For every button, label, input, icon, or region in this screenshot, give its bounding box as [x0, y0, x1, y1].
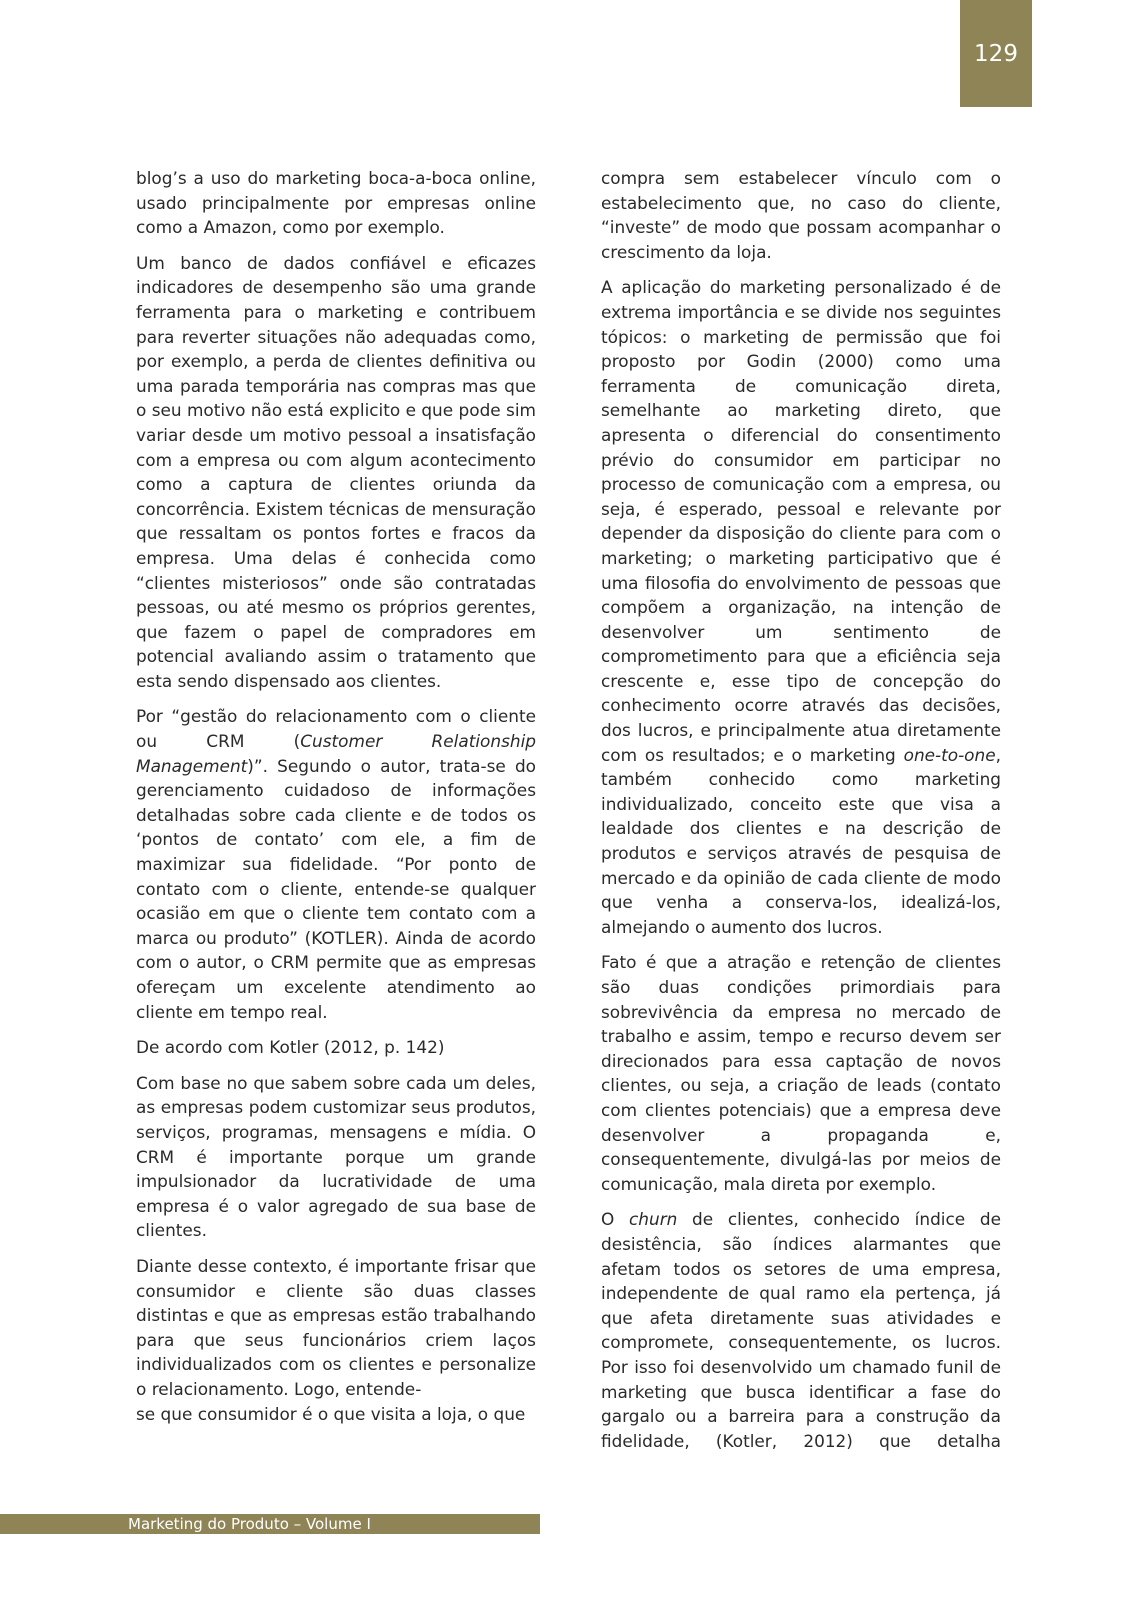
paragraph: Um banco de dados confiável e eficazes indicadores de desempenho são uma grande ferramenta para o marketing e contribuem para reverter situações não adequadas como, por exemplo, a perda de clientes definitiva ou uma parada temporária nas compras mas que o seu motivo não está explicito e que pode sim variar desde um motivo pessoal a insatisfação com a empresa ou com algum acontecimento como a captura de clientes oriunda da concorrência. Existem técnicas de mensuração que ressaltam os pontos fortes e fracos da empresa. Uma delas é conhecida como “clientes misteriosos” onde são contratadas pessoas, ou até mesmo os próprios gerentes, que fazem o papel de compradores em potencial avaliando assim o tratamento que esta sendo dispensado aos clientes.: [136, 252, 536, 691]
text-run: Diante desse contexto, é importante frisar que consumidor e cliente são duas classes distintas e que as empresas estão trabalhando para que seus funcionários criem laços individualizados com os clientes e personalize o relacionamento. Logo, entende-: [136, 1255, 536, 1399]
paragraph: blog’s a uso do marketing boca-a-boca online, usado principalmente por empresas online como a Amazon, como por exemplo.: [136, 168, 536, 238]
left-column: [136, 166, 536, 1437]
text-run: , também conhecido como marketing individualizado, conceito este que visa a lealdade dos clientes e na descrição de produtos e serviços através de pesquisa de mercado e da opinião de cada cliente de modo que venha a conserva-los, idealizá-los, almejando o aumento dos lucros.: [601, 744, 1001, 937]
text-run: A aplicação do marketing personalizado é de extrema importância e se divide nos seguintes tópicos: o marketing de permissão que foi proposto por Godin (2000) como uma ferramenta de comunicação direta, semelhante ao marketing direto, que apresenta o diferencial do consentimento prévio do consumidor em participar no processo de comunicação com a empresa, ou seja, é esperado, pessoal e relevante por depender da disposição do cliente para com o marketing; o marketing participativo que é uma filosofia do envolvimento de pessoas que compõem a organização, na intenção de desenvolver um sentimento de comprometimento para que a eficiência seja crescente e, esse tipo de concepção do conhecimento ocorre através das decisões, dos lucros, e principalmente atua diretamente com os resultados; e o marketing: [601, 277, 1001, 765]
paragraph: De acordo com Kotler (2012, p. 142): [136, 1037, 445, 1058]
paragraph: [136, 1254, 536, 1426]
italic-term: Customer Relationship Management: [136, 731, 536, 776]
paragraph: [601, 275, 1001, 939]
footer-title: Marketing do Produto – Volume I: [128, 1515, 371, 1533]
italic-term: one-to-one: [903, 744, 996, 765]
text-run: Por “gestão do relacionamento com o cliente ou CRM (: [136, 706, 536, 752]
page-number: 129: [974, 40, 1018, 67]
paragraph: [136, 704, 536, 1024]
paragraph: Fato é que a atração e retenção de clientes são duas condições primordiais para sobrevivência da empresa no mercado de trabalho e assim, tempo e recurso devem ser direcionados para essa captação de novos clientes, ou seja, a criação de leads (contato com clientes potenciais) que a empresa deve desenvolver a propaganda e, consequentemente, divulgá-las por meios de comunicação, mala direta por exemplo.: [601, 952, 1001, 1194]
paragraph: compra sem estabelecer vínculo com o estabelecimento que, no caso do cliente, “investe” de modo que possam acompanhar o crescimento da loja.: [601, 168, 1001, 262]
text-run: )”. Segundo o autor, trata-se do gerenciamento cuidadoso de informações detalhadas sobre cada cliente e de todos os ‘pontos de contato’ com ele, a fim de maximizar sua fidelidade. “Por ponto de contato com o cliente, entende-se qualquer ocasião em que o cliente tem contato com a marca ou produto” (KOTLER). Ainda de acordo com o autor, o CRM permite que as empresas ofereçam um excelente atendimento ao cliente em tempo real.: [136, 755, 536, 1022]
text-run: de clientes, conhecido índice de desistência, são índices alarmantes que afetam todos os setores de uma empresa, independente de qual ramo ela pertença, já que afeta diretamente suas atividades e compromete, consequentemente, os lucros. Por isso foi desenvolvido um chamado funil de marketing que busca identificar a fase do gargalo ou a barreira para a construção da fidelidade, (Kotler, 2012) que detalha: [601, 1209, 1001, 1451]
text-run: se que consumidor é o que visita a loja, o que: [136, 1403, 526, 1424]
paragraph: Com base no que sabem sobre cada um deles, as empresas podem customizar seus produtos, serviços, programas, mensagens e mídia. O CRM é importante porque um grande impulsionador da lucratividade de uma empresa é o valor agregado de sua base de clientes.: [136, 1072, 536, 1241]
italic-term: churn: [629, 1209, 678, 1230]
right-column: [601, 166, 1001, 1464]
footer-bar: [0, 1514, 540, 1534]
paragraph: [601, 1207, 1001, 1453]
page-number-tab: [960, 0, 1032, 107]
text-run: O: [601, 1209, 629, 1230]
